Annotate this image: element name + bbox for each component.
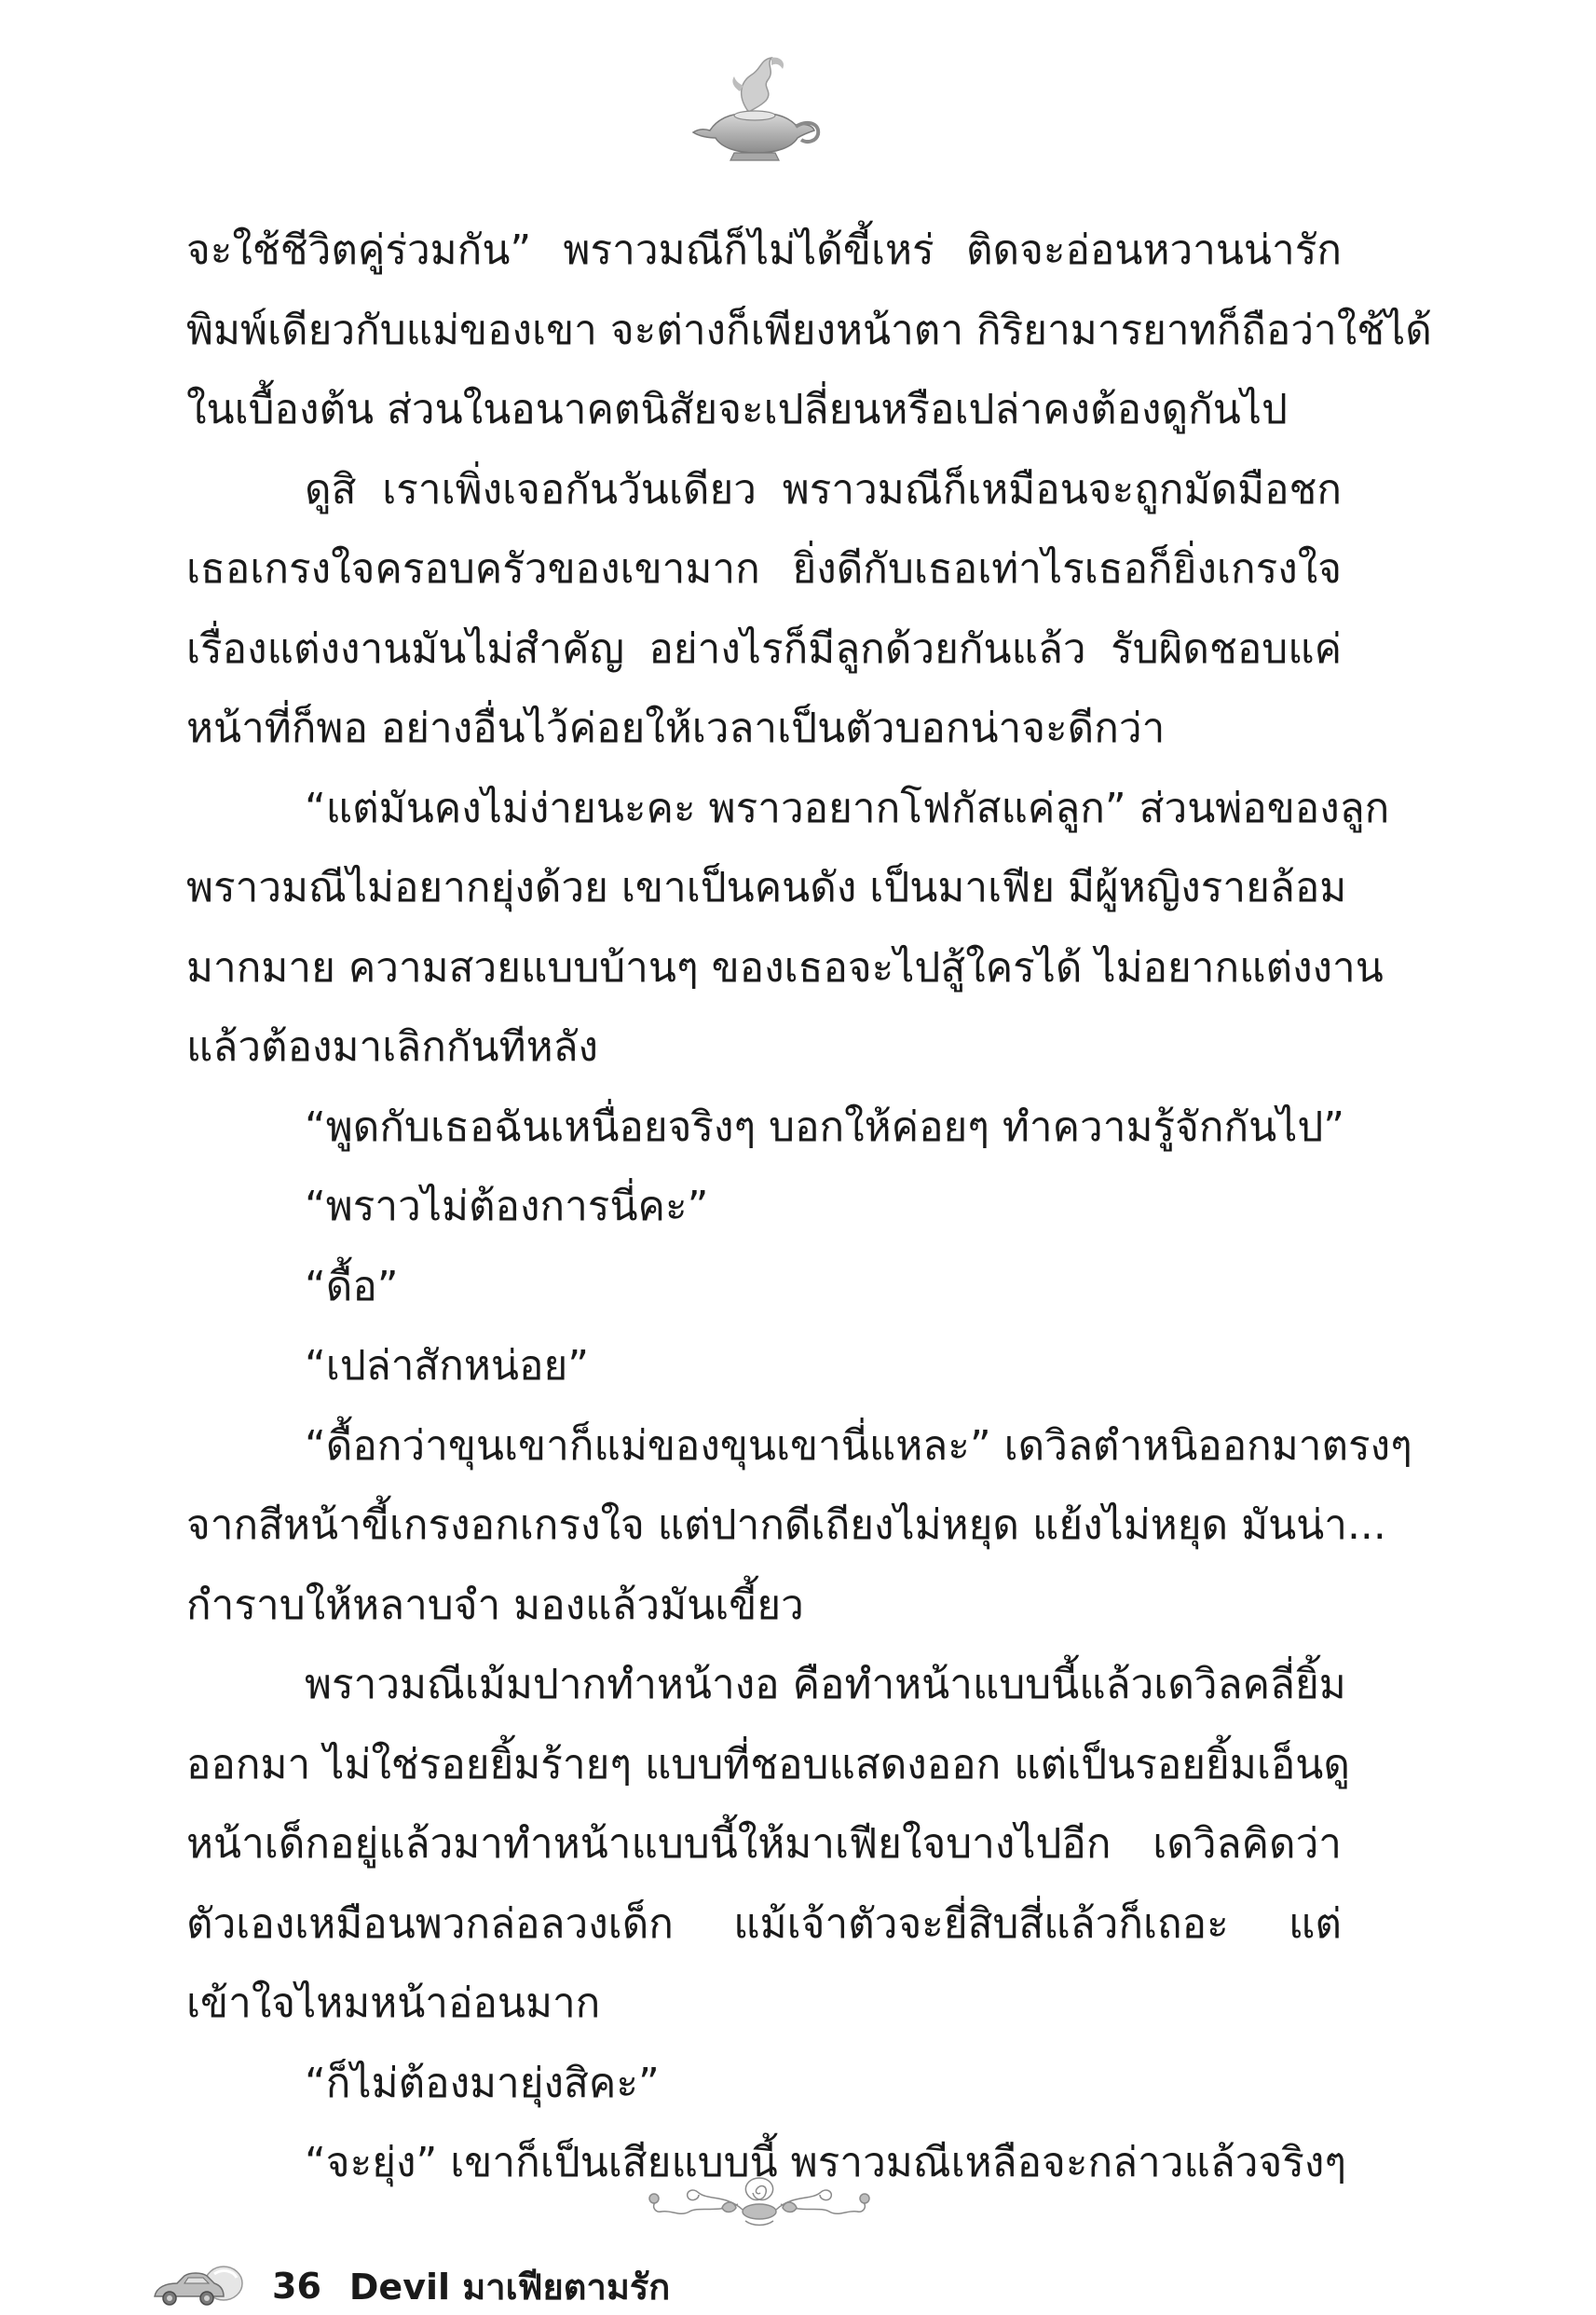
text-line: มากมาย ความสวยแบบบ้านๆ ของเธอจะไปสู้ใครได้ ไม่อยากแต่งงาน [186, 943, 1384, 992]
text-line: จากสีหน้าขี้เกรงอกเกรงใจ แต่ปากดีเถียงไม่หยุด แย้งไม่หยุด มันน่า... [186, 1501, 1386, 1549]
text-line: เข้าใจไหมหน้าอ่อนมาก [186, 1979, 601, 2027]
car-ornament-icon [149, 2263, 252, 2309]
dialogue-line: “พราวไม่ต้องการนี่คะ” [305, 1183, 709, 1230]
text-line: เรื่องแต่งงานมันไม่สำคัญ อย่างไรก็มีลูกด้วยกันแล้ว รับผิดชอบแค่ [186, 624, 1342, 673]
dialogue-line: “จะยุ่ง” เขาก็เป็นเสียแบบนี้ พราวมณีเหลือจะกล่าวแล้วจริงๆ [305, 2139, 1347, 2186]
text-line: ตัวเองเหมือนพวกล่อลวงเด็ก แม้เจ้าตัวจะยี่สิบสี่แล้วก็เถอะ แต่ [186, 1899, 1342, 1948]
text-line: แล้วต้องมาเลิกกันทีหลัง [186, 1023, 599, 1071]
text-line: ในเบื้องต้น ส่วนในอนาคตนิสัยจะเปลี่ยนหรือเปล่าคงต้องดูกันไป [186, 386, 1288, 433]
paragraph-first-line: ดูสิ เราเพิ่งเจอกันวันเดียว พราวมณีก็เหมือนจะถูกมัดมือชก [305, 465, 1342, 514]
dialogue-line: “ดื้อ” [305, 1262, 399, 1310]
genie-lamp-icon [682, 54, 831, 166]
text-line: เธอเกรงใจครอบครัวของเขามาก ยิ่งดีกับเธอเท่าไรเธอก็ยิ่งเกรงใจ [186, 545, 1342, 593]
text-line: ออกมา ไม่ใช่รอยยิ้มร้ายๆ แบบที่ชอบแสดงออก แต่เป็นรอยยิ้มเอ็นดู [186, 1740, 1350, 1788]
paragraph-first-line: พราวมณีเม้มปากทำหน้างอ คือทำหน้าแบบนี้แล้วเดวิลคลี่ยิ้ม [305, 1661, 1346, 1708]
page-number: 36 [272, 2266, 321, 2307]
text-line: กำราบให้หลาบจำ มองแล้วมันเขี้ยว [186, 1581, 804, 1629]
dialogue-line: “ก็ไม่ต้องมายุ่งสิคะ” [305, 2059, 660, 2107]
text-line: จะใช้ชีวิตคู่ร่วมกัน” พราวมณีก็ไม่ได้ขี้เหร่ ติดจะอ่อนหวานน่ารัก [186, 226, 1342, 274]
floral-divider-icon [634, 2167, 885, 2232]
page-footer [149, 2263, 670, 2309]
text-line: พราวมณีไม่อยากยุ่งด้วย เขาเป็นคนดัง เป็นมาเฟีย มีผู้หญิงรายล้อม [186, 864, 1347, 911]
book-title: Devil มาเฟียตามรัก [348, 2266, 671, 2308]
text-line: พิมพ์เดียวกับแม่ของเขา จะต่างก็เพียงหน้าตา กิริยามารยาทก็ถือว่าใช้ได้ [186, 306, 1432, 354]
text-line: หน้าเด็กอยู่แล้วมาทำหน้าแบบนี้ให้มาเฟียใจบางไปอีก เดวิลคิดว่า [186, 1820, 1342, 1868]
dialogue-line: “เปล่าสักหน่อย” [305, 1342, 590, 1390]
text-line: หน้าที่ก็พอ อย่างอื่นไว้ค่อยให้เวลาเป็นตัวบอกน่าจะดีกว่า [186, 705, 1166, 752]
dialogue-line: “พูดกับเธอฉันเหนื่อยจริงๆ บอกให้ค่อยๆ ทำความรู้จักกันไป” [305, 1103, 1345, 1151]
paragraph-first-line: “แต่มันคงไม่ง่ายนะคะ พราวอยากโฟกัสแค่ลูก” ส่วนพ่อของลูก [305, 784, 1390, 832]
paragraph-first-line: “ดื้อกว่าขุนเขาก็แม่ของขุนเขานี่แหละ” เดวิลตำหนิออกมาตรงๆ [305, 1421, 1412, 1470]
body-text [186, 211, 1432, 2203]
